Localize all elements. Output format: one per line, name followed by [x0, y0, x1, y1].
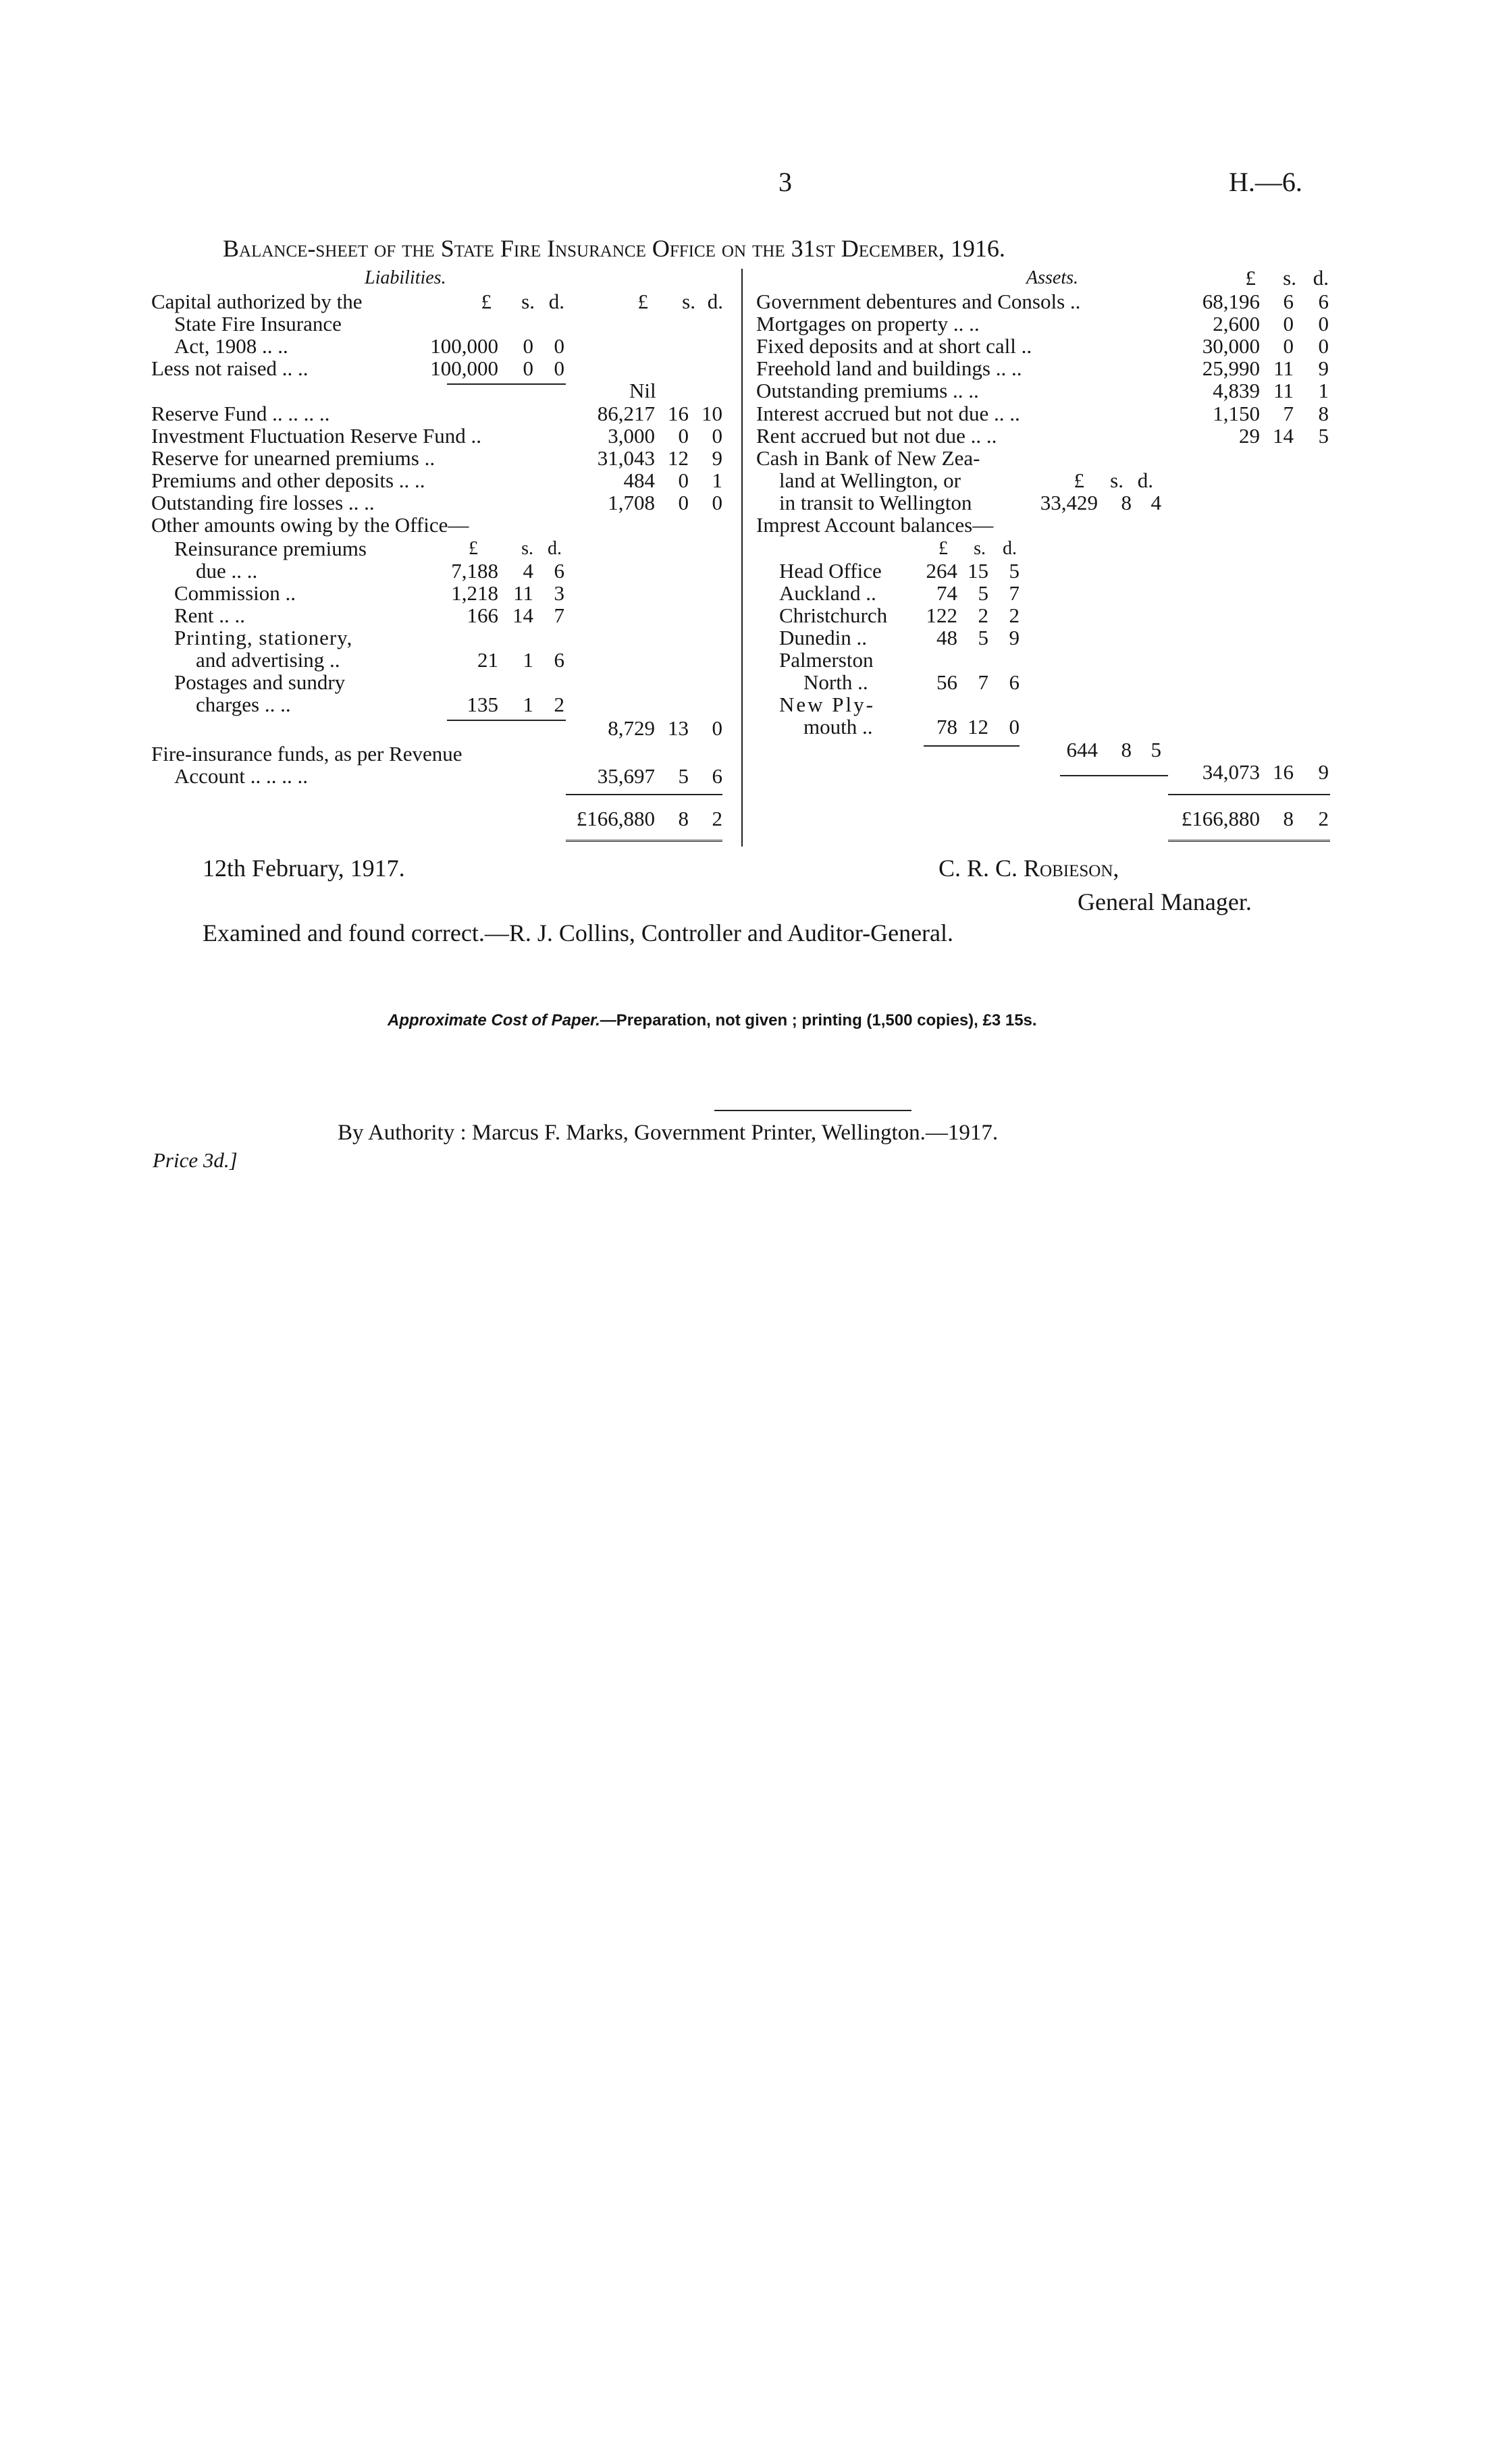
imprest-total-pound: 644	[1066, 738, 1098, 761]
capital-subtotal-rule	[447, 383, 566, 385]
asset-s: 7	[1283, 402, 1294, 425]
imprest-label: Head Office	[779, 559, 882, 583]
other-item-label: Commission ..	[174, 581, 296, 605]
liability-s: 0	[678, 424, 689, 448]
liability-s: 12	[668, 446, 689, 470]
other-total-pound: 8,729	[608, 716, 655, 740]
capital-line2: State Fire Insurance	[174, 312, 342, 336]
asset-pound: 29	[1239, 424, 1260, 448]
other-item-d: 2	[554, 693, 564, 716]
imprest-pound: 264	[926, 559, 957, 583]
assets-pound-header: £	[1245, 266, 1256, 290]
asset-s: 0	[1283, 334, 1294, 358]
liability-d: 1	[712, 468, 722, 492]
asset-label: Freehold land and buildings .. ..	[756, 356, 1022, 380]
liability-s: 0	[678, 491, 689, 514]
liability-d: 10	[702, 402, 722, 425]
asset-label: Rent accrued but not due .. ..	[756, 424, 997, 448]
other-pound-header: £	[469, 538, 478, 559]
imprest-label: Auckland ..	[779, 581, 876, 605]
imprest-s: 12	[968, 715, 988, 739]
less-not-raised-s: 0	[523, 356, 533, 380]
liability-pound: 3,000	[608, 424, 655, 448]
imprest-pound: 74	[936, 581, 957, 605]
liability-s: 0	[678, 468, 689, 492]
asset-label: Fixed deposits and at short call ..	[756, 334, 1032, 358]
page-title: Balance-sheet of the State Fire Insurance Office on the 31st December, 1916.	[223, 235, 1005, 262]
asset-d: 0	[1318, 334, 1329, 358]
liability-pound: 1,708	[608, 491, 655, 514]
capital-s: 0	[523, 334, 533, 358]
liability-d: 0	[712, 424, 722, 448]
signoff-name: C. R. C. Robieson,	[938, 855, 1119, 882]
cash-d-header: d.	[1137, 468, 1153, 492]
liab-inner-s-header: s.	[521, 290, 535, 313]
other-item-d: 3	[554, 581, 564, 605]
imprest-pound: 78	[936, 715, 957, 739]
other-s-header: s.	[521, 538, 533, 559]
imprest-pound: 56	[936, 670, 957, 694]
asset-label: Mortgages on property .. ..	[756, 312, 980, 336]
assets-heading: Assets.	[1026, 267, 1078, 288]
imprest-label: Palmerston	[779, 648, 874, 672]
asset-label: Interest accrued but not due .. ..	[756, 402, 1020, 425]
fire-funds-label-cont: Account .. .. .. ..	[174, 764, 309, 788]
column-divider	[741, 269, 743, 847]
imprest-total-s: 8	[1121, 738, 1132, 761]
liab-total-double-rule	[566, 840, 722, 844]
cash-d: 4	[1151, 491, 1161, 514]
other-subtotal-rule	[447, 720, 566, 721]
cost-note-label: Approximate Cost of Paper.	[388, 1011, 600, 1029]
asset-pound: 4,839	[1213, 379, 1260, 402]
imprest-d: 7	[1009, 581, 1020, 605]
imprest-label: Dunedin ..	[779, 626, 868, 649]
imprest-s-header: s.	[974, 538, 986, 559]
assets-total-rule	[1168, 794, 1330, 795]
asset-s: 14	[1273, 424, 1294, 448]
asset-pound: 25,990	[1202, 356, 1260, 380]
fire-funds-pound: 35,697	[597, 764, 655, 788]
asset-pound: 30,000	[1202, 334, 1260, 358]
other-item-d: 6	[554, 648, 564, 672]
fire-funds-label: Fire-insurance funds, as per Revenue	[151, 742, 462, 766]
other-total-d: 0	[712, 716, 722, 740]
asset-d: 8	[1318, 402, 1329, 425]
examined-note: Examined and found correct.—R. J. Collins, Controller and Auditor-General.	[203, 919, 954, 946]
other-item-label: Postages and sundry	[174, 670, 346, 694]
other-item-s: 1	[523, 693, 533, 716]
capital-nil: Nil	[629, 379, 656, 402]
cash-pound-header: £	[1074, 468, 1084, 492]
asset-s: 0	[1283, 312, 1294, 336]
cash-label-cont: in transit to Wellington	[779, 491, 972, 514]
other-item-d: 6	[554, 559, 564, 583]
liability-label: Investment Fluctuation Reserve Fund ..	[151, 424, 482, 448]
signoff-title: General Manager.	[1078, 888, 1252, 915]
cash-total-s: 16	[1273, 760, 1294, 784]
liability-pound: 31,043	[597, 446, 655, 470]
other-item-label-cont: due .. ..	[196, 559, 258, 583]
other-amounts-heading: Other amounts owing by the Office—	[151, 513, 469, 537]
fire-funds-s: 5	[678, 764, 689, 788]
liability-label: Reserve for unearned premiums ..	[151, 446, 435, 470]
imprest-s: 5	[978, 626, 988, 649]
liab-outer-d-header: d.	[707, 290, 723, 313]
imprest-total-d: 5	[1151, 738, 1161, 761]
cash-s-header: s.	[1110, 468, 1123, 492]
other-item-pound: 1,218	[451, 581, 498, 605]
assets-total-double-rule	[1168, 840, 1330, 844]
other-item-s: 14	[512, 604, 533, 627]
imprest-d: 2	[1009, 604, 1020, 627]
other-item-label: Rent .. ..	[174, 604, 246, 627]
liab-outer-pound-header: £	[637, 290, 648, 313]
liability-pound: 86,217	[597, 402, 655, 425]
capital-amount: 100,000	[430, 334, 498, 358]
asset-d: 1	[1318, 379, 1329, 402]
liab-total-rule	[566, 794, 722, 795]
imprest-s: 7	[978, 670, 988, 694]
assets-d-header: d.	[1313, 266, 1329, 290]
other-item-s: 11	[513, 581, 533, 605]
liab-total-d: 2	[712, 807, 722, 830]
other-item-pound: 7,188	[451, 559, 498, 583]
imprest-label: New Ply-	[779, 693, 875, 716]
asset-label: Government debentures and Consols ..	[756, 290, 1081, 313]
capital-line3: Act, 1908 .. ..	[174, 334, 288, 358]
assets-s-header: s.	[1283, 266, 1296, 290]
other-total-s: 13	[668, 716, 689, 740]
assets-total-d: 2	[1318, 807, 1329, 830]
asset-label: Outstanding premiums .. ..	[756, 379, 979, 402]
imprest-d: 0	[1009, 715, 1020, 739]
authority-line: By Authority : Marcus F. Marks, Government Printer, Wellington.—1917.	[338, 1121, 999, 1145]
cash-total-pound: 34,073	[1202, 760, 1260, 784]
other-item-label: Printing, stationery,	[174, 626, 353, 649]
less-not-raised-label: Less not raised .. ..	[151, 356, 309, 380]
footer-rule	[714, 1110, 911, 1111]
liability-d: 0	[712, 491, 722, 514]
less-not-raised-d: 0	[554, 356, 564, 380]
signoff-date: 12th February, 1917.	[203, 855, 405, 882]
cash-s: 8	[1121, 491, 1132, 514]
price-note: Price 3d.]	[153, 1148, 238, 1172]
capital-d: 0	[554, 334, 564, 358]
liability-d: 9	[712, 446, 722, 470]
liab-inner-d-header: d.	[548, 290, 564, 313]
asset-s: 6	[1283, 290, 1294, 313]
imprest-label-cont: North ..	[803, 670, 868, 694]
other-item-label-cont: and advertising ..	[196, 648, 340, 672]
page-number: 3	[778, 167, 792, 197]
cost-note	[388, 1011, 1037, 1030]
imprest-label-cont: mouth ..	[803, 715, 873, 739]
less-not-raised-amount: 100,000	[430, 356, 498, 380]
liab-outer-s-header: s.	[682, 290, 695, 313]
other-item-s: 1	[523, 648, 533, 672]
liab-total-s: 8	[678, 807, 689, 830]
other-item-pound: 166	[467, 604, 498, 627]
liability-pound: 484	[623, 468, 655, 492]
cash-pound: 33,429	[1040, 491, 1098, 514]
assets-total-s: 8	[1283, 807, 1294, 830]
liabilities-heading: Liabilities.	[365, 267, 446, 288]
cash-subtotal-rule	[1060, 775, 1168, 776]
asset-d: 0	[1318, 312, 1329, 336]
other-item-label: Reinsurance premiums	[174, 537, 367, 560]
other-item-label-cont: charges .. ..	[196, 693, 291, 716]
imprest-pound: 48	[936, 626, 957, 649]
liability-label: Premiums and other deposits .. ..	[151, 468, 425, 492]
imprest-d-header: d.	[1003, 538, 1017, 559]
capital-line1: Capital authorized by the	[151, 290, 363, 313]
asset-d: 6	[1318, 290, 1329, 313]
liab-inner-pound-header: £	[481, 290, 492, 313]
asset-pound: 2,600	[1213, 312, 1260, 336]
asset-s: 11	[1273, 379, 1294, 402]
liab-total-pound: £166,880	[576, 807, 655, 830]
imprest-s: 5	[978, 581, 988, 605]
cash-total-d: 9	[1318, 760, 1329, 784]
imprest-pound: 122	[926, 604, 957, 627]
imprest-subtotal-rule	[924, 745, 1020, 747]
asset-d: 9	[1318, 356, 1329, 380]
imprest-s: 15	[968, 559, 988, 583]
asset-pound: 1,150	[1213, 402, 1260, 425]
imprest-label: Christchurch	[779, 604, 888, 627]
cash-label: Cash in Bank of New Zea-	[756, 446, 980, 470]
fire-funds-d: 6	[712, 764, 722, 788]
asset-pound: 68,196	[1202, 290, 1260, 313]
liability-label: Outstanding fire losses .. ..	[151, 491, 375, 514]
assets-total-pound: £166,880	[1181, 807, 1260, 830]
other-item-d: 7	[554, 604, 564, 627]
cash-label-cont: land at Wellington, or	[779, 468, 961, 492]
other-item-pound: 21	[477, 648, 498, 672]
cost-note-text: —Preparation, not given ; printing (1,500 copies), £3 15s.	[600, 1011, 1037, 1029]
asset-d: 5	[1318, 424, 1329, 448]
liability-label: Reserve Fund .. .. .. ..	[151, 402, 330, 425]
liability-s: 16	[668, 402, 689, 425]
imprest-d: 9	[1009, 626, 1020, 649]
imprest-heading: Imprest Account balances—	[756, 513, 994, 537]
imprest-pound-header: £	[938, 538, 948, 559]
other-d-header: d.	[548, 538, 562, 559]
other-item-s: 4	[523, 559, 533, 583]
document-id: H.—6.	[1229, 167, 1302, 197]
imprest-s: 2	[978, 604, 988, 627]
asset-s: 11	[1273, 356, 1294, 380]
imprest-d: 6	[1009, 670, 1020, 694]
imprest-d: 5	[1009, 559, 1020, 583]
other-item-pound: 135	[467, 693, 498, 716]
